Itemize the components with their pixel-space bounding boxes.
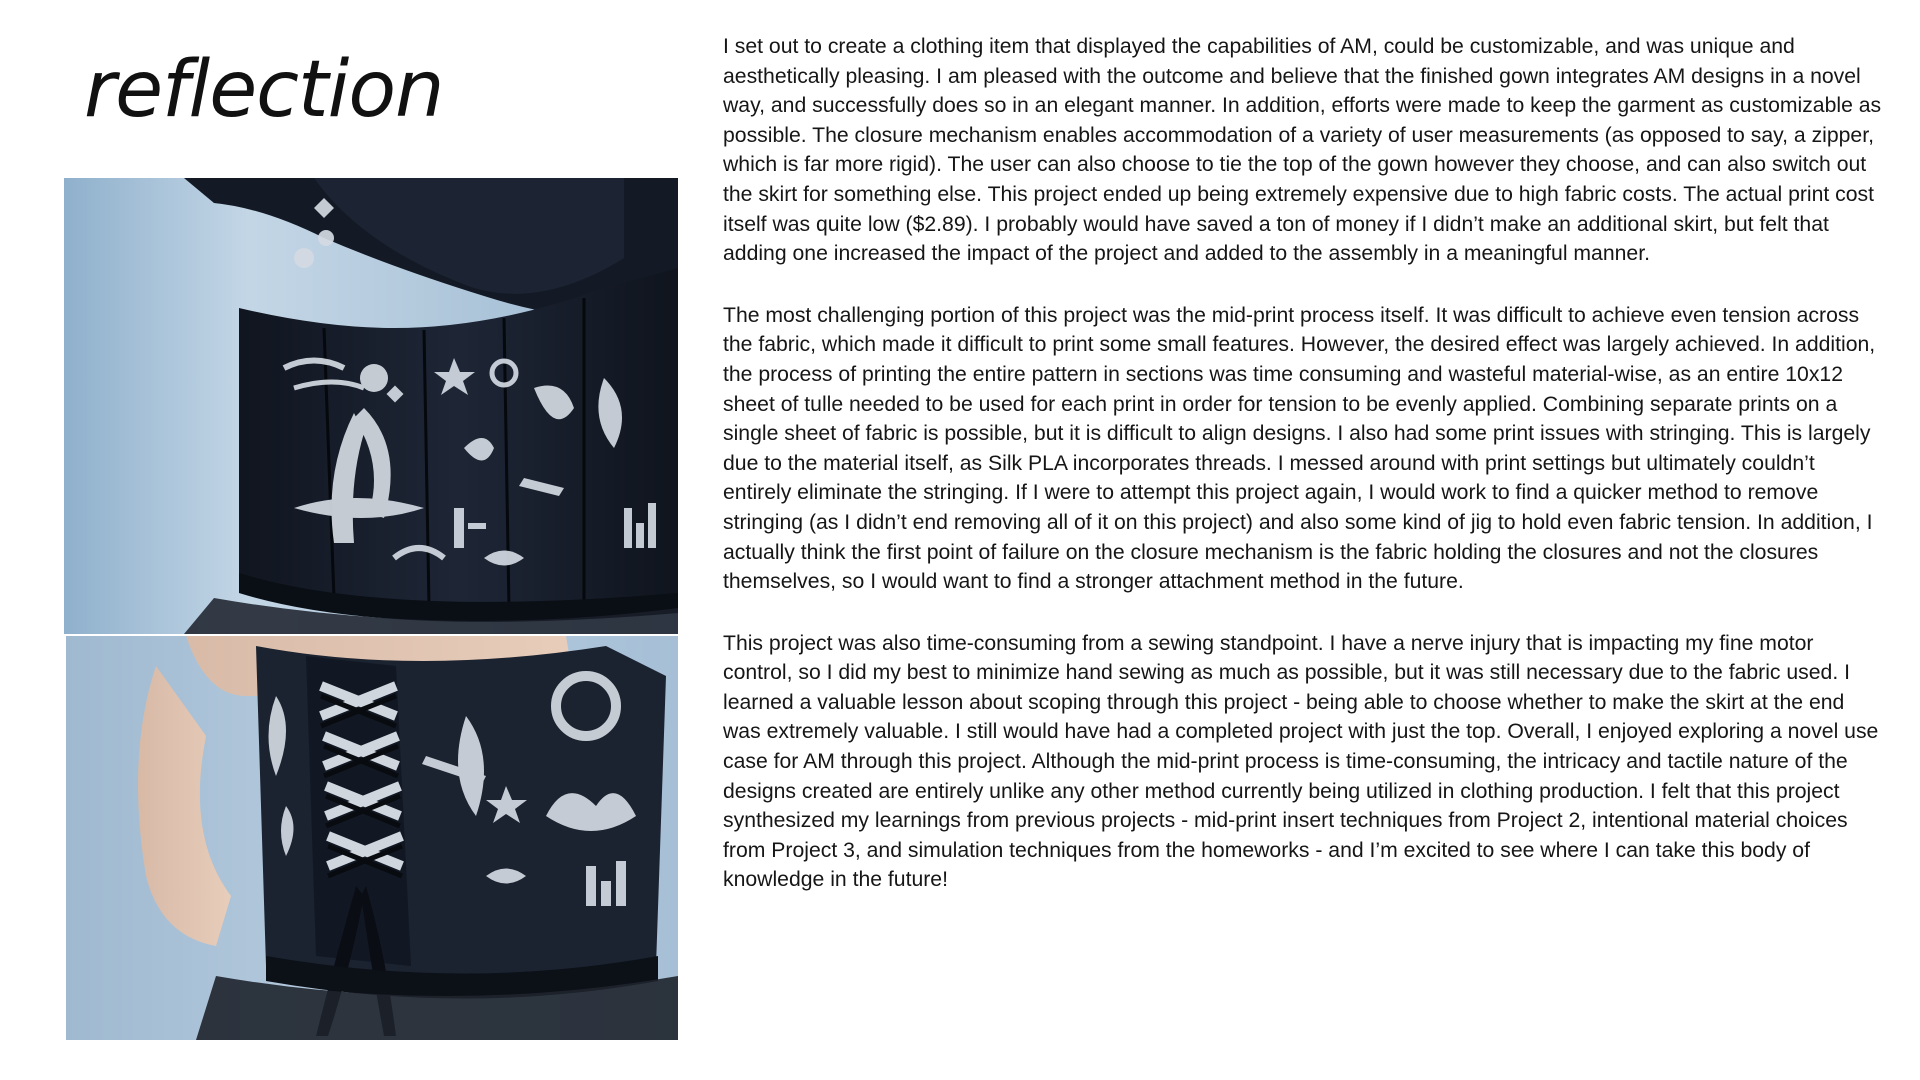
corset-back-photo: [66, 636, 678, 1040]
paragraph-challenges: The most challenging portion of this project was the mid-print process itself. It was difficult to achieve even tension across the fabric, which made it difficult to print some small features. However, the desired effect was largely achieved. In addition, the process of printing the entire pattern in sections was time consuming and wasteful material-wise, as an entire 10x12 sheet of tulle needed to be used for each print in order for tension to be evenly applied. Combining separate prints on a single sheet of fabric is possible, but it is difficult to align designs. I also had some print issues with stringing. This is largely due to the material itself, as Silk PLA incorporates threads. I messed around with print settings but ultimately couldn’t entirely eliminate the stringing. If I were to attempt this project again, I would work to find a quicker method to remove stringing (as I didn’t end removing all of it on this project) and also some kind of jig to hold even fabric tension. In addition, I actually think the first point of failure on the closure mechanism is the fabric holding the closures and not the closures themselves, so I would want to find a stronger attachment method in the future.: [723, 303, 1876, 594]
paragraph-sewing-lessons: This project was also time-consuming from a sewing standpoint. I have a nerve injury that is impacting my fine motor control, so I did my best to minimize hand sewing as much as possible, but it was still necessary due to the fabric used. I learned a valuable lesson about scoping through this project - being able to choose whether to make the skirt at the end was extremely valuable. I still would have had a completed project with just the top. Overall, I enjoyed exploring a novel use case for AM through this project. Although the mid-print process is time-consuming, the intricacy and tactile nature of the designs created are entirely unlike any other method currently being utilized in clothing production. I felt that this project synthesized my learnings from previous projects - mid-print insert techniques from Project 2, intentional material choices from Project 3, and simulation techniques from the homeworks - and I’m excited to see where I can take this body of knowledge in the future!: [723, 631, 1879, 892]
corset-front-photo: [64, 178, 678, 634]
paragraph-outcome: I set out to create a clothing item that displayed the capabilities of AM, could be customizable, and was unique and aesthetically pleasing. I am pleased with the outcome and believe that the finished gown integrates AM designs in a novel way, and successfully does so in an elegant manner. In addition, efforts were made to keep the garment as customizable as possible. The closure mechanism enables accommodation of a variety of user measurements (as opposed to say, a zipper, which is far more rigid). The user can also choose to tie the top of the gown however they choose, and can also switch out the skirt for something else. This project ended up being extremely expensive due to high fabric costs. The actual print cost itself was quite low ($2.89). I probably would have saved a ton of money if I didn’t make an additional skirt, but felt that adding one increased the impact of the project and added to the assembly in a meaningful manner.: [723, 35, 1882, 266]
reflection-body: [723, 32, 1883, 927]
slide-title: reflection: [84, 45, 444, 135]
